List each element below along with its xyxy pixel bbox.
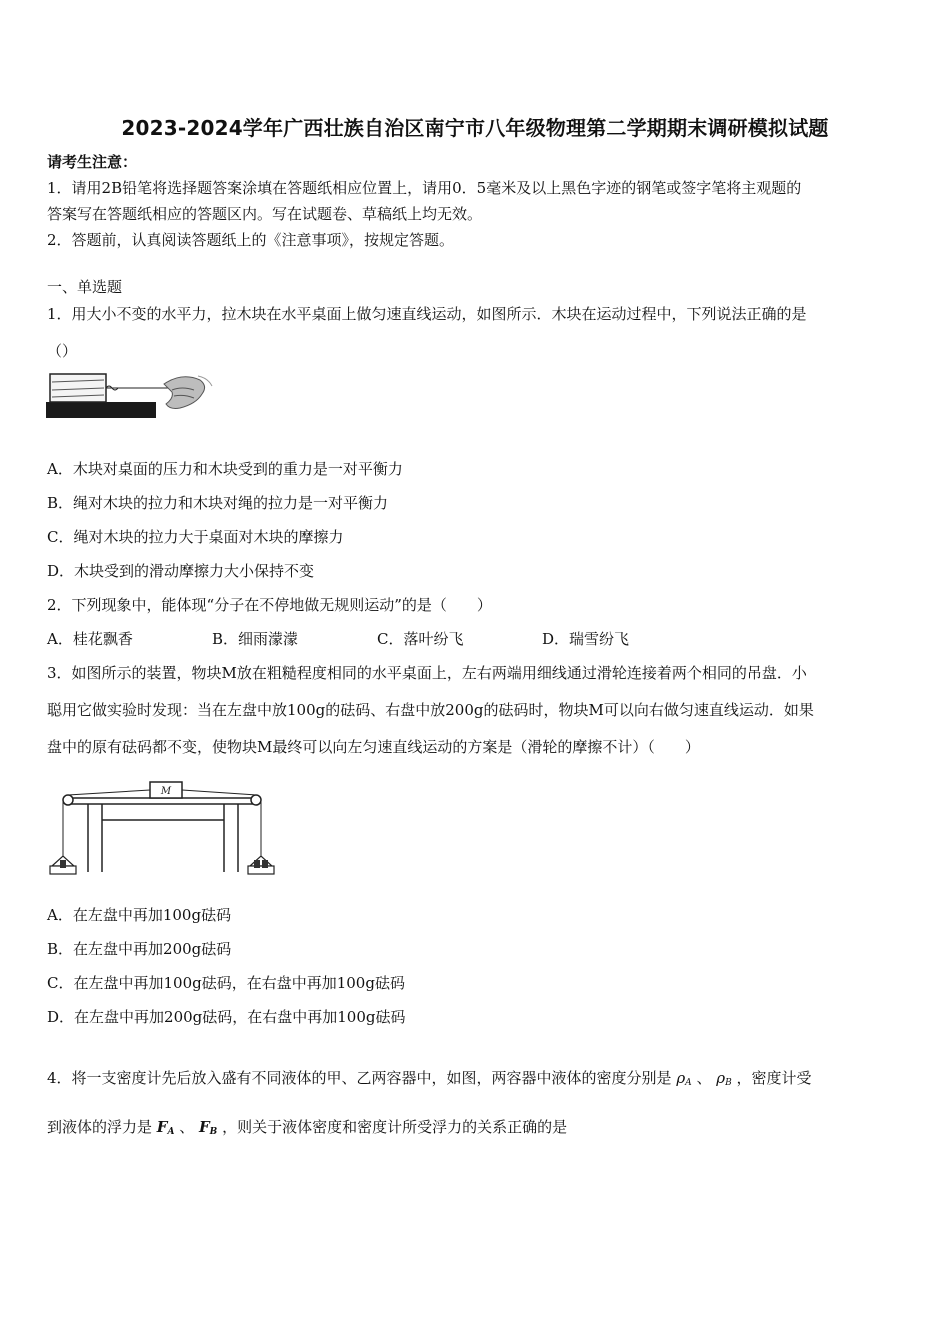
block-m-label: M: [160, 786, 172, 797]
question-4-line-1: 4．将一支密度计先后放入盛有不同液体的甲、乙两容器中，如图，两容器中液体的密度分别是 $\rho_A$ 、 $\rho_B$ ，密度计受: [47, 1069, 812, 1088]
notice-line: 1．请用2B铅笔将选择题答案涂填在答题纸相应位置上，请用0．5毫米及以上黑色字迹的钢笔或签字笔将主观题的: [47, 179, 802, 197]
question-2-stem: 2．下列现象中，能体现“分子在不停地做无规则运动”的是（ ）: [47, 596, 492, 614]
tabletop: [66, 798, 258, 804]
question-3-stem-line: 聪用它做实验时发现：当在左盘中放100g的砝码、右盘中放200g的砝码时，物块M可以向右做匀速直线运动．如果: [47, 701, 814, 719]
notice-line: 答案写在答题纸相应的答题区内。写在试题卷、草稿纸上均无效。: [47, 205, 483, 223]
question-2-option-c: C．落叶纷飞: [377, 630, 464, 648]
question-3-option-d: D．在左盘中再加200g砝码，在右盘中再加100g砝码: [47, 1008, 406, 1026]
question-3-option-c: C．在左盘中再加100g砝码，在右盘中再加100g砝码: [47, 974, 405, 992]
force-b-symbol: $F_B$: [199, 1118, 218, 1137]
notice-heading: 请考生注意：: [47, 153, 138, 171]
right-pan: [248, 866, 274, 874]
question-4-line-2: 到液体的浮力是 $F_A$ 、 $F_B$ ，则关于液体密度和密度计所受浮力的关系正确的是: [47, 1118, 568, 1137]
question-1-option-a: A．木块对桌面的压力和木块受到的重力是一对平衡力: [47, 460, 403, 478]
question-3-figure: [44, 780, 280, 880]
question-1-stem: 1．用大小不变的水平力，拉木块在水平桌面上做匀速直线运动，如图所示．木块在运动过程中，下列说法正确的是: [47, 305, 807, 323]
force-a-symbol: $F_A$: [156, 1118, 175, 1137]
question-2-option-b: B．细雨濛濛: [212, 630, 299, 648]
question-2-option-d: D．瑞雪纷飞: [542, 630, 630, 648]
rho-b-symbol: $\rho_B$: [716, 1069, 732, 1088]
question-1-option-b: B．绳对木块的拉力和木块对绳的拉力是一对平衡力: [47, 494, 389, 512]
question-3-stem-line: 3．如图所示的装置，物块M放在粗糙程度相同的水平桌面上，左右两端用细线通过滑轮连接着两个相同的吊盘．小: [47, 664, 807, 682]
right-pulley: [251, 795, 261, 805]
question-3-option-b: B．在左盘中再加200g砝码: [47, 940, 232, 958]
left-pulley: [63, 795, 73, 805]
question-3-stem-line: 盘中的原有砝码都不变，使物块M最终可以向左匀速直线运动的方案是（滑轮的摩擦不计）（ ）: [47, 738, 700, 756]
question-1-option-d: D．木块受到的滑动摩擦力大小保持不变: [47, 562, 315, 580]
hand: [164, 377, 205, 409]
question-2-option-a: A．桂花飘香: [47, 630, 133, 648]
question-1-figure: [46, 368, 214, 420]
question-1-option-c: C．绳对木块的拉力大于桌面对木块的摩擦力: [47, 528, 344, 546]
rho-a-symbol: $\rho_A$: [676, 1069, 692, 1088]
question-3-option-a: A．在左盘中再加100g砝码: [47, 906, 232, 924]
notice-line: 2．答题前，认真阅读答题纸上的《注意事项》，按规定答题。: [47, 231, 455, 249]
page-title: 2023-2024学年广西壮族自治区南宁市八年级物理第二学期期末调研模拟试题: [121, 116, 829, 140]
table-surface: [46, 402, 156, 418]
question-1-blank: （）: [47, 342, 78, 360]
section-heading: 一、单选题: [47, 278, 123, 296]
